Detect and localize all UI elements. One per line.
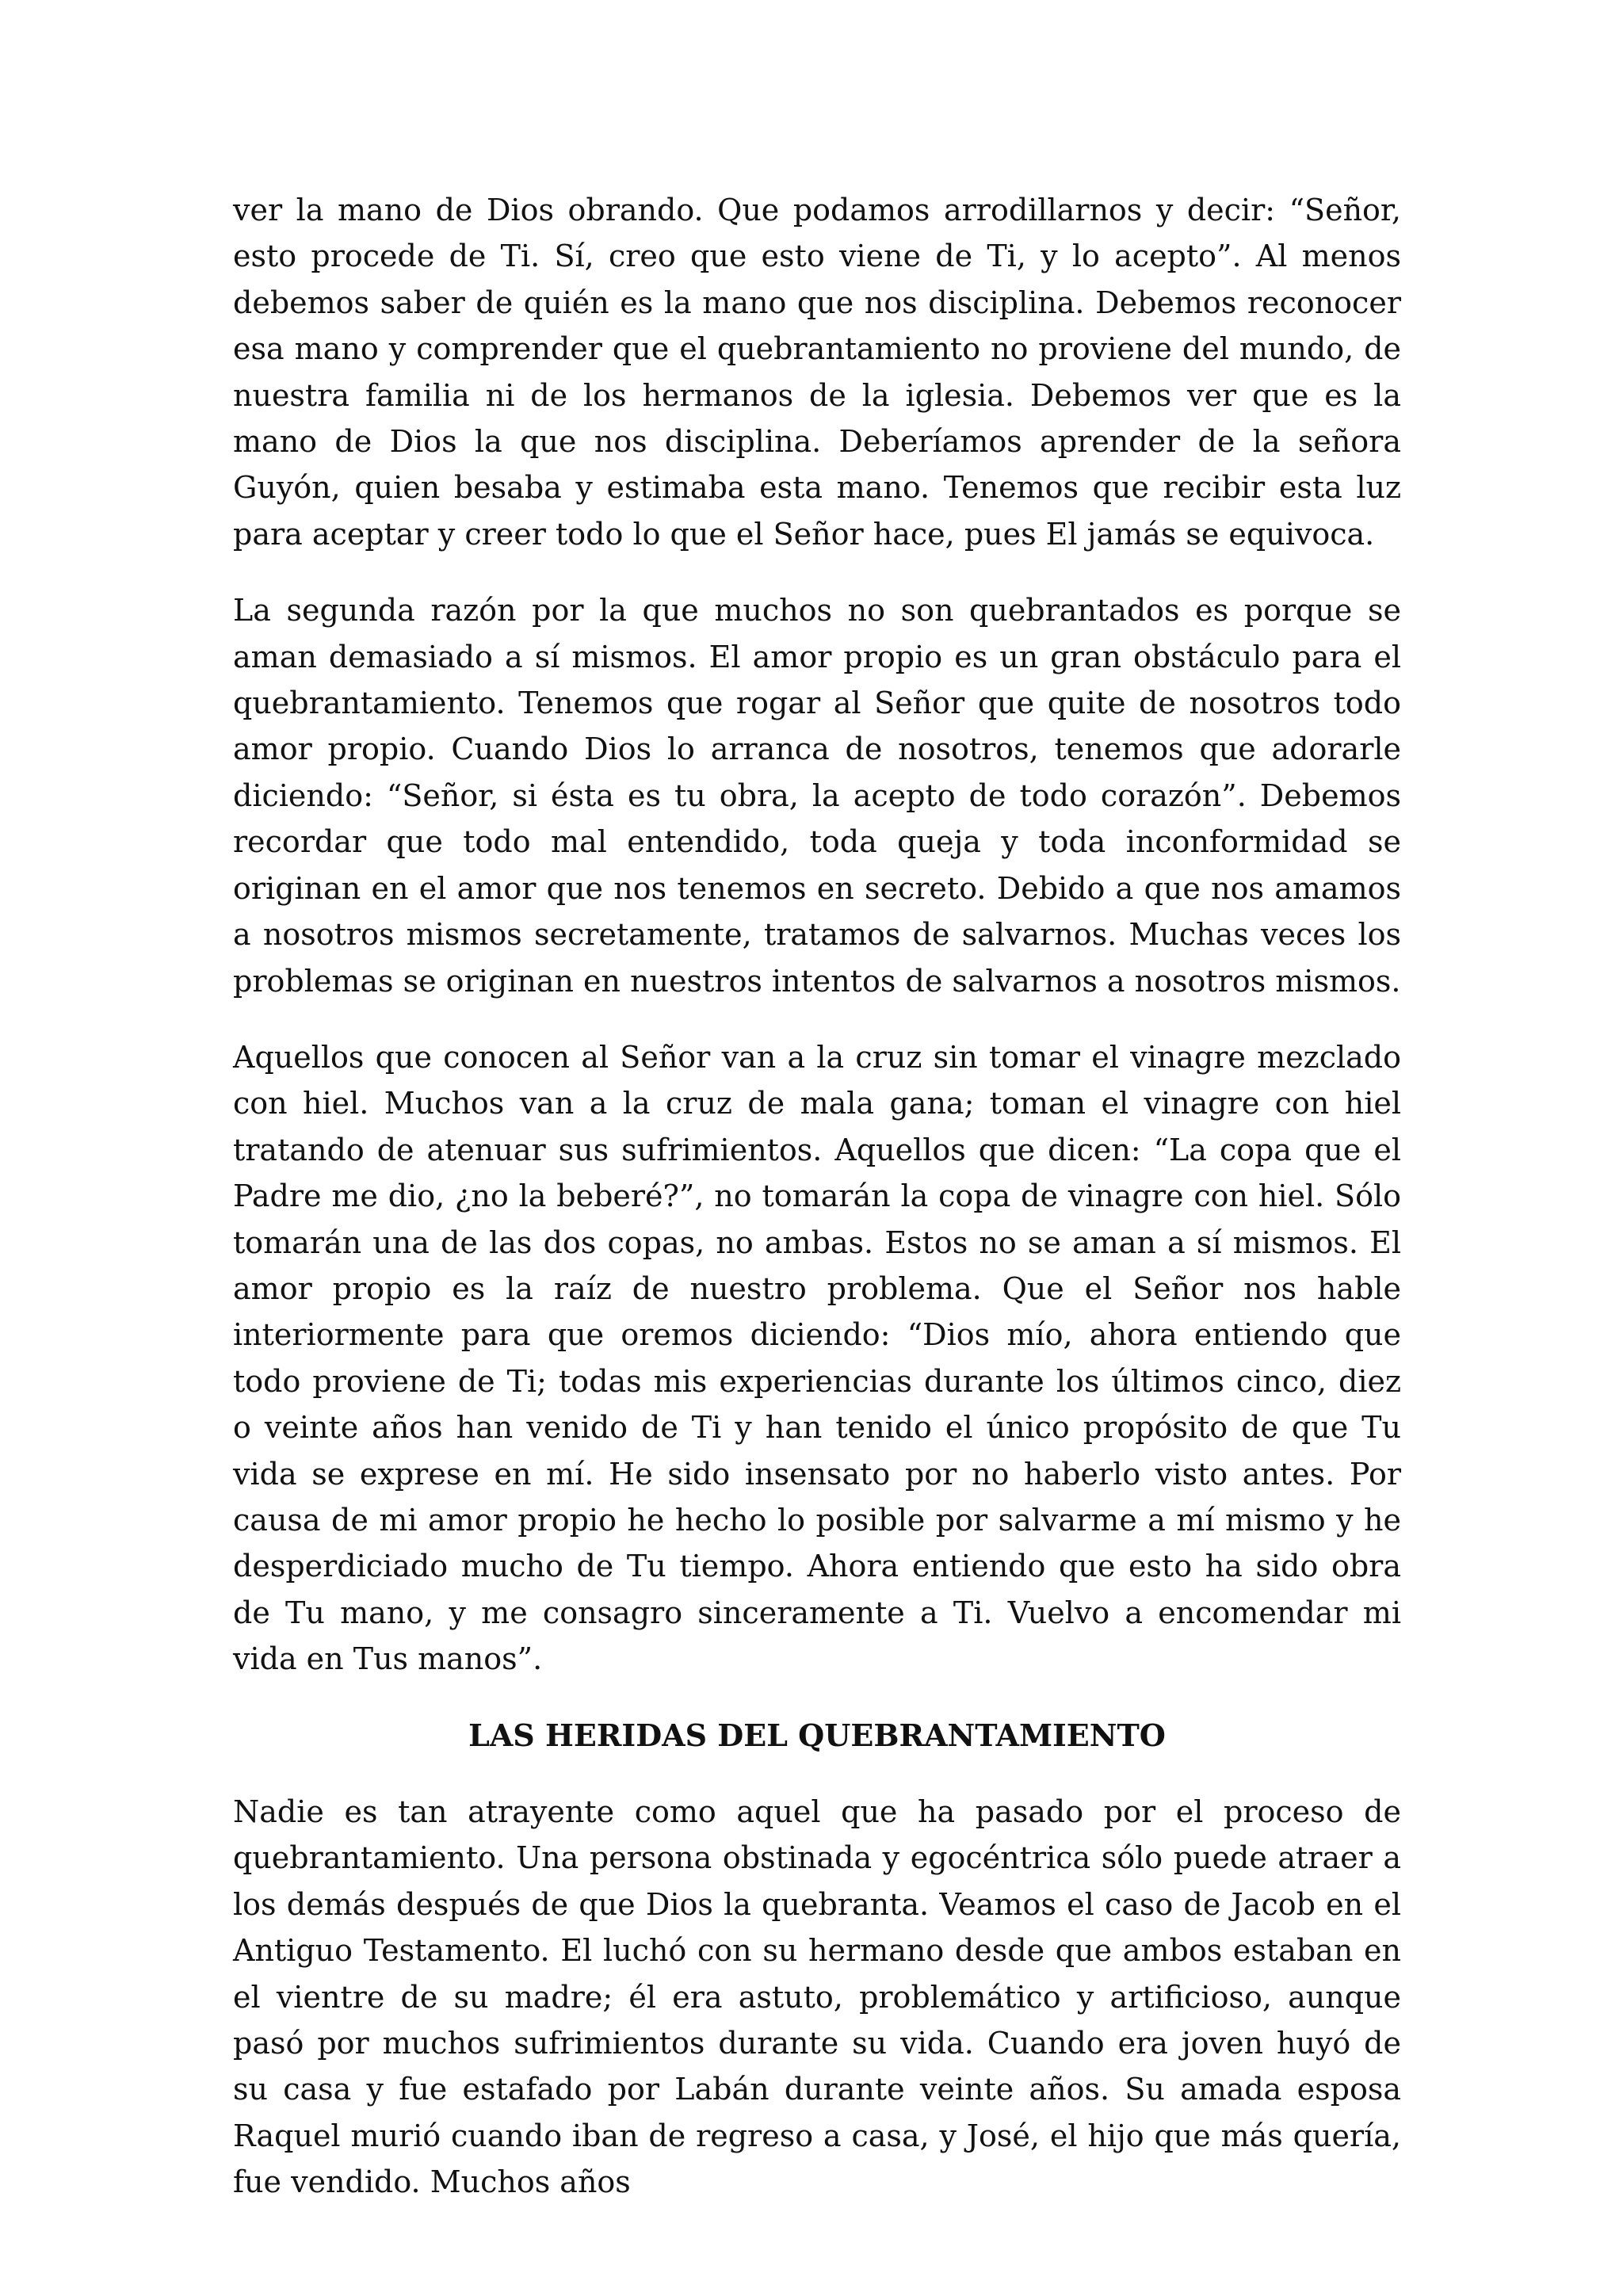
text-column: [233, 187, 1401, 2236]
paragraph-2: La segunda razón por la que muchos no son quebrantados es porque se aman demasiado a sí mismos. El amor propio es un gran obstáculo para el quebrantamiento. Tenemos que rogar al Señor que quite de nosotros todo amor propio. Cuando Dios lo arranca de nosotros, tenemos que adorarle diciendo: “Señor, si ésta es tu obra, la acepto de todo corazón”. Debemos recordar que todo mal entendido, toda queja y toda inconformidad se originan en el amor que nos tenemos en secreto. Debido a que nos amamos a nosotros mismos secretamente, tratamos de salvarnos. Muchas veces los problemas se originan en nuestros intentos de salvarnos a nosotros mismos.: [233, 593, 1401, 999]
section-heading: LAS HERIDAS DEL QUEBRANTAMIENTO: [468, 1717, 1166, 1753]
paragraph-4: Nadie es tan atrayente como aquel que ha pasado por el proceso de quebrantamiento. Una persona obstinada y egocéntrica sólo puede atraer a los demás después de que Dios la quebranta. Veamos el caso de Jacob en el Antiguo Testamento. El luchó con su hermano desde que ambos estaban en el vientre de su madre; él era astuto, problemático y artificioso, aunque pasó por muchos sufrimientos durante su vida. Cuando era joven huyó de su casa y fue estafado por Labán durante veinte años. Su amada esposa Raquel murió cuando iban de regreso a casa, y José, el hijo que más quería, fue vendido. Muchos años: [233, 1794, 1401, 2200]
paragraph-3: Aquellos que conocen al Señor van a la cruz sin tomar el vinagre mezclado con hiel. Muchos van a la cruz de mala gana; toman el vinagre con hiel tratando de atenuar sus sufrimientos. Aquellos que dicen: “La copa que el Padre me dio, ¿no la beberé?”, no tomarán la copa de vinagre con hiel. Sólo tomarán una de las dos copas, no ambas. Estos no se aman a sí mismos. El amor propio es la raíz de nuestro problema. Que el Señor nos hable interiormente para que oremos diciendo: “Dios mío, ahora entiendo que todo proviene de Ti; todas mis experiencias durante los últimos cinco, diez o veinte años han venido de Ti y han tenido el único propósito de que Tu vida se exprese en mí. He sido insensato por no haberlo visto antes. Por causa de mi amor propio he hecho lo posible por salvarme a mí mismo y he desperdiciado mucho de Tu tiempo. Ahora entiendo que esto ha sido obra de Tu mano, y me consagro sinceramente a Ti. Vuelvo a encomendar mi vida en Tus manos”.: [233, 1039, 1401, 1677]
paragraph-1: ver la mano de Dios obrando. Que podamos arrodillarnos y decir: “Señor, esto procede de Ti. Sí, creo que esto viene de Ti, y lo acepto”. Al menos debemos saber de quién es la mano que nos disciplina. Debemos reconocer esa mano y comprender que el quebrantamiento no proviene del mundo, de nuestra familia ni de los hermanos de la iglesia. Debemos ver que es la mano de Dios la que nos disciplina. Deberíamos aprender de la señora Guyón, quien besaba y estimaba esta mano. Tenemos que recibir esta luz para aceptar y creer todo lo que el Señor hace, pues El jamás se equivoca.: [233, 193, 1401, 552]
